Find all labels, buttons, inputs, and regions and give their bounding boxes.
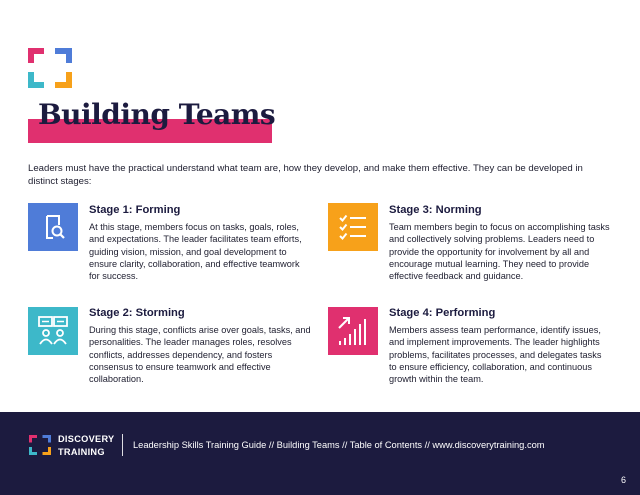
stage-1-description: At this stage, members focus on tasks, goals, roles, and expectations. The leader facilitates team efforts, guiding vision, mission, and goal development to ensure clarity, collaboration, and effective teamwork for success.	[89, 222, 302, 282]
team-discussion-icon	[28, 307, 78, 355]
footer-brand-line2: TRAINING	[58, 447, 105, 457]
page-title: Building Teams	[38, 98, 276, 131]
stage-4-description: Members assess team performance, identify issues, and implement improvements. The leader highlights problems, facilitates processes, and delegates tasks to ensure efficiency, collaboration, and continuous growth within the team.	[389, 325, 602, 385]
growth-chart-icon	[328, 307, 378, 355]
footer-nav-text: Leadership Skills Training Guide // Building Teams // Table of Contents // www.discoverytraining.com	[133, 440, 545, 450]
brand-logo-icon	[28, 48, 72, 88]
stage-3-title: Stage 3: Norming	[389, 204, 482, 216]
footer-logo-icon	[29, 434, 51, 456]
stage-3-description: Team members begin to focus on accomplishing tasks and collectively solving problems. Leaders need to provide the opportunity for involvement by all and encourage mutual learning. They need to provide effective feedback and guidance.	[389, 222, 610, 282]
page-number: 6	[621, 475, 627, 485]
footer-divider	[122, 434, 123, 456]
stage-2-description: During this stage, conflicts arise over goals, tasks, and personalities. The leader manages roles, resolves conflicts, addresses dependency, and fosters consensus to ensure teamwork and effective collaboration.	[89, 325, 311, 385]
stage-1-title: Stage 1: Forming	[89, 204, 181, 216]
intro-paragraph: Leaders must have the practical understand what team are, how they develop, and make them effective. They can be developed in distinct stages:	[28, 163, 583, 187]
stage-4-title: Stage 4: Performing	[389, 307, 496, 319]
document-search-icon	[28, 203, 78, 251]
checklist-icon	[328, 203, 378, 251]
stage-2-title: Stage 2: Storming	[89, 307, 185, 319]
footer-brand-line1: DISCOVERY	[58, 434, 115, 444]
footer-brand	[58, 433, 114, 459]
